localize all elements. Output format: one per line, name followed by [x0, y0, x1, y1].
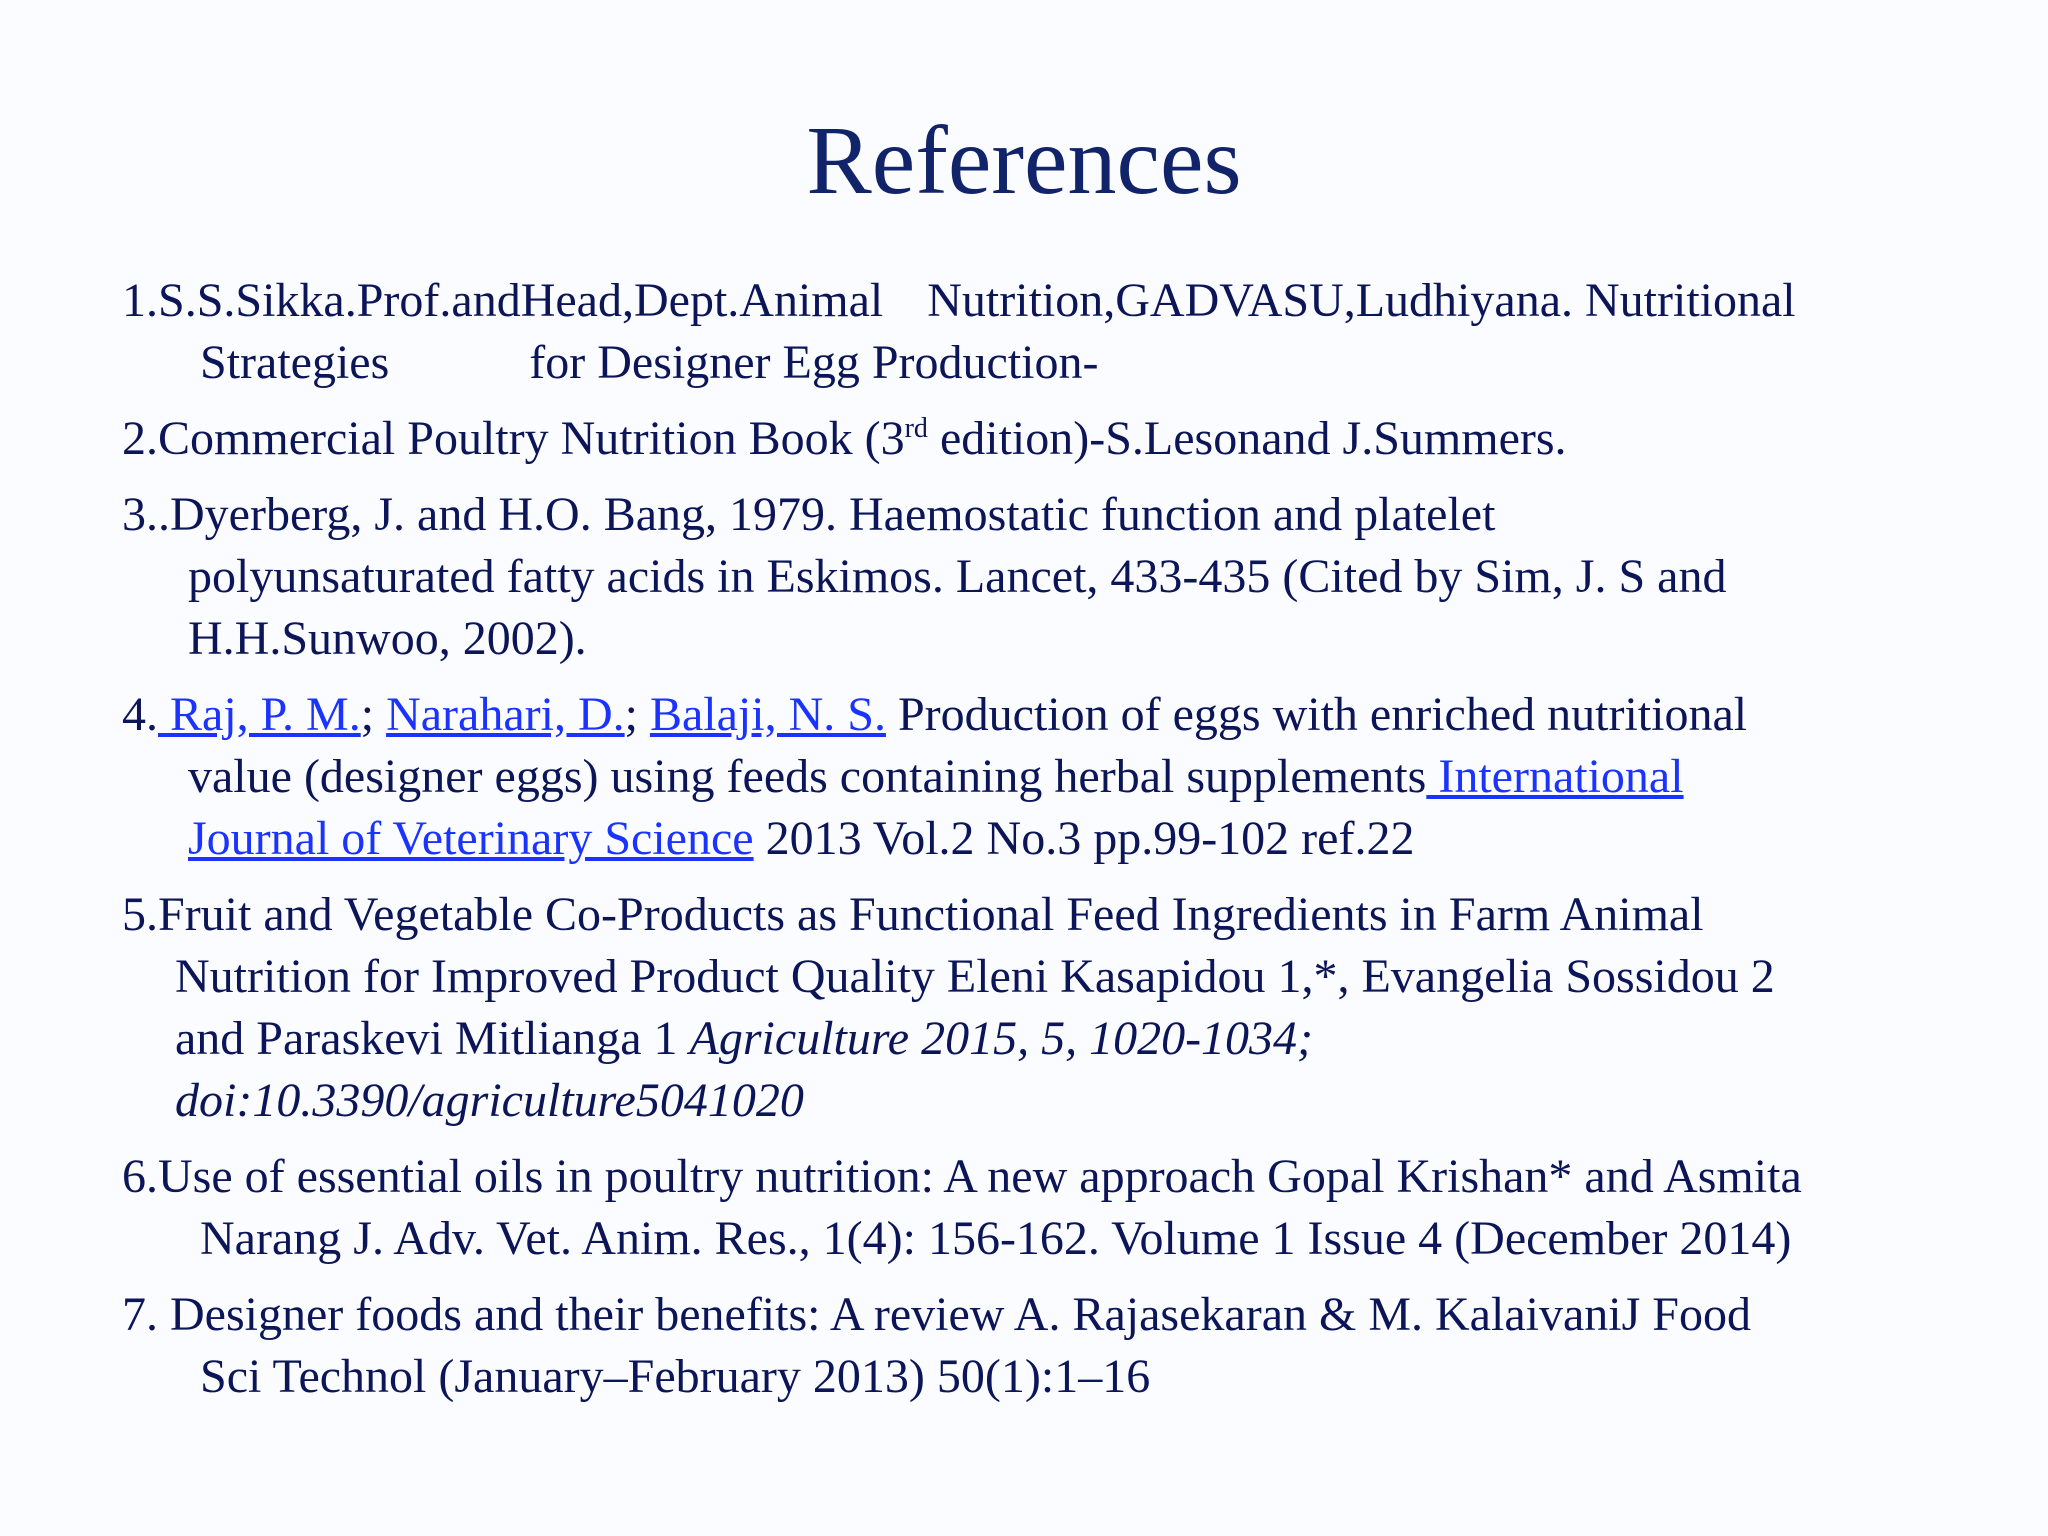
ref1-part-d: for Designer Egg Production-	[529, 336, 1099, 389]
ref2-superscript: rd	[904, 413, 928, 444]
ref1-part-c: Strategies	[200, 336, 390, 389]
ref4-text-2: value (designer eggs) using feeds containing herbal supplements	[188, 750, 1427, 803]
ref5-journal-italic: Agriculture 2015, 5, 1020-1034;	[689, 1012, 1314, 1065]
reference-list	[122, 270, 1942, 1422]
reference-item-3	[122, 484, 1942, 670]
ref2-pre: 2.Commercial Poultry Nutrition Book (3	[122, 412, 905, 465]
ref1-part-b: Nutrition,GADVASU,Ludhiyana. Nutritional	[927, 274, 1796, 327]
ref4-sep-2: ;	[624, 688, 650, 741]
ref2-post: edition)-S.Lesonand J.Summers.	[927, 412, 1567, 465]
reference-item-4	[122, 684, 1942, 870]
reference-item-1	[122, 270, 1942, 394]
ref5-line-2: Nutrition for Improved Product Quality Eleni Kasapidou 1,*, Evangelia Sossidou 2	[175, 950, 1775, 1003]
ref5-line-1: 5.Fruit and Vegetable Co-Products as Functional Feed Ingredients in Farm Animal	[122, 888, 1704, 941]
ref4-number: 4.	[122, 688, 158, 741]
ref5-doi-italic: doi:10.3390/agriculture5041020	[175, 1074, 804, 1127]
author-link-narahari[interactable]: Narahari, D.	[386, 688, 625, 741]
journal-link-part-1[interactable]: International	[1426, 750, 1684, 803]
ref4-text-1: Production of eggs with enriched nutritional	[885, 688, 1748, 741]
ref6-line-1: 6.Use of essential oils in poultry nutrition: A new approach Gopal Krishan* and Asmita	[122, 1150, 1802, 1203]
ref3-line-2: polyunsaturated fatty acids in Eskimos. Lancet, 433-435 (Cited by Sim, J. S and	[188, 550, 1727, 603]
reference-item-2	[122, 408, 1942, 470]
ref3-line-1: 3..Dyerberg, J. and H.O. Bang, 1979. Haemostatic function and platelet	[122, 488, 1496, 541]
ref7-line-1: 7. Designer foods and their benefits: A review A. Rajasekaran & M. KalaivaniJ Food	[122, 1288, 1751, 1341]
journal-link-part-2[interactable]: Journal of Veterinary Science	[188, 812, 754, 865]
author-link-balaji[interactable]: Balaji, N. S.	[649, 688, 886, 741]
ref5-line-3: and Paraskevi Mitlianga 1	[175, 1012, 690, 1065]
author-link-raj[interactable]: Raj, P. M.	[158, 688, 361, 741]
reference-item-6	[122, 1146, 1942, 1270]
ref1-part-a: 1.S.S.Sikka.Prof.andHead,Dept.Animal	[122, 274, 884, 327]
ref7-line-2: Sci Technol (January–February 2013) 50(1):1–16	[200, 1350, 1151, 1403]
ref6-line-2: Narang J. Adv. Vet. Anim. Res., 1(4): 156-162. Volume 1 Issue 4 (December 2014)	[200, 1212, 1792, 1265]
ref3-line-3: H.H.Sunwoo, 2002).	[188, 612, 587, 665]
reference-item-7	[122, 1284, 1942, 1408]
ref4-sep-1: ;	[360, 688, 387, 741]
ref4-tail: 2013 Vol.2 No.3 pp.99-102 ref.22	[753, 812, 1415, 865]
page-title: References	[806, 107, 1242, 215]
reference-item-5	[122, 884, 1942, 1132]
